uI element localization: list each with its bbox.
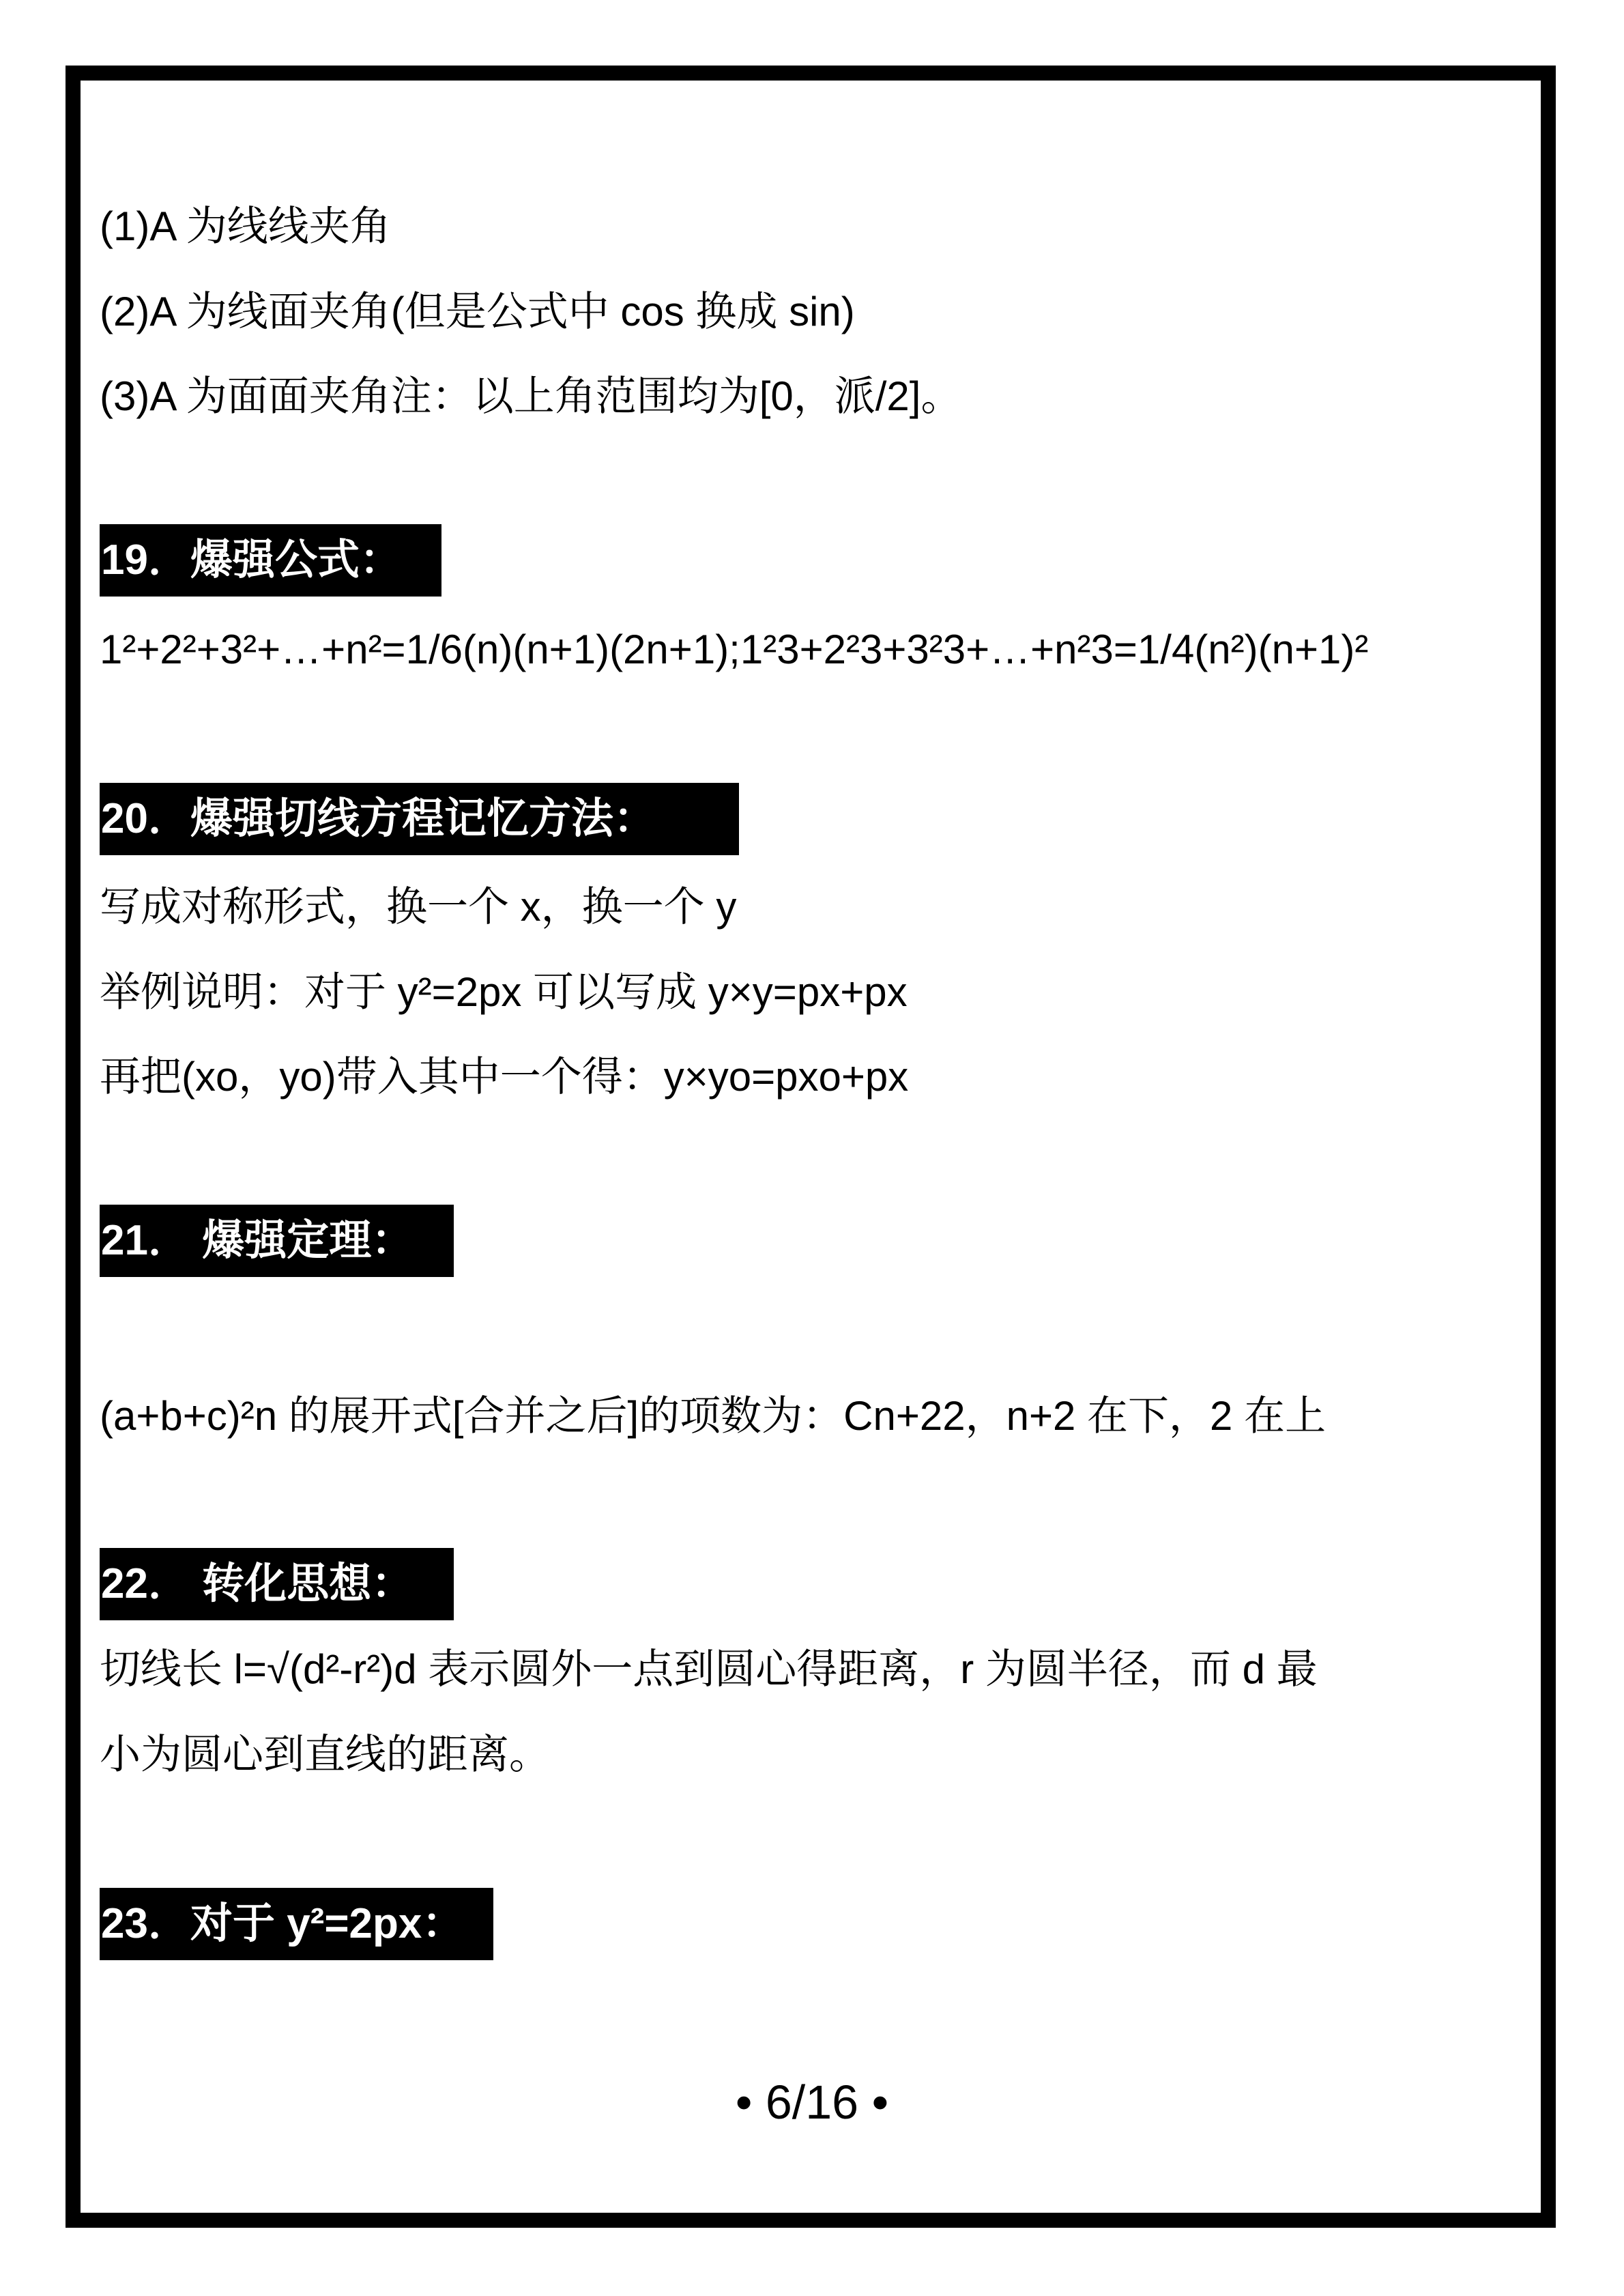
text-line: 切线长 l=√(d²-r²)d 表示圆外一点到圆心得距离，r 为圆半径，而 d 最 bbox=[100, 1646, 1318, 1692]
formula-line: 1²+2²+3²+…+n²=1/6(n)(n+1)(2n+1);1²3+2²3+3²3+…+n²3=1/4(n²)(n+1)² bbox=[100, 627, 1369, 672]
page-number: • 6/16 • bbox=[735, 2076, 889, 2129]
section-heading-22: 22． 转化思想： bbox=[100, 1548, 454, 1620]
text-line: (a+b+c)²n 的展开式[合并之后]的项数为：Cn+22，n+2 在下，2 在上 bbox=[100, 1393, 1326, 1439]
section-heading-20: 20．爆强切线方程记忆方法： bbox=[100, 783, 739, 855]
section-heading-21: 21． 爆强定理： bbox=[100, 1205, 454, 1277]
text-line: (3)A 为面面夹角注：以上角范围均为[0，派/2]。 bbox=[100, 373, 962, 419]
text-line: 举例说明：对于 y²=2px 可以写成 y×y=px+px bbox=[100, 969, 908, 1015]
text-line: 写成对称形式，换一个 x，换一个 y bbox=[100, 884, 737, 930]
section-heading-19: 19．爆强公式： bbox=[100, 524, 441, 597]
text-line: (2)A 为线面夹角(但是公式中 cos 换成 sin) bbox=[100, 289, 855, 334]
section-heading-23: 23．对于 y²=2px： bbox=[100, 1888, 493, 1960]
text-line: (1)A 为线线夹角 bbox=[100, 203, 391, 249]
text-line: 再把(xo，yo)带入其中一个得：y×yo=pxo+px bbox=[100, 1054, 909, 1100]
text-line: 小为圆心到直线的距离。 bbox=[100, 1732, 550, 1777]
